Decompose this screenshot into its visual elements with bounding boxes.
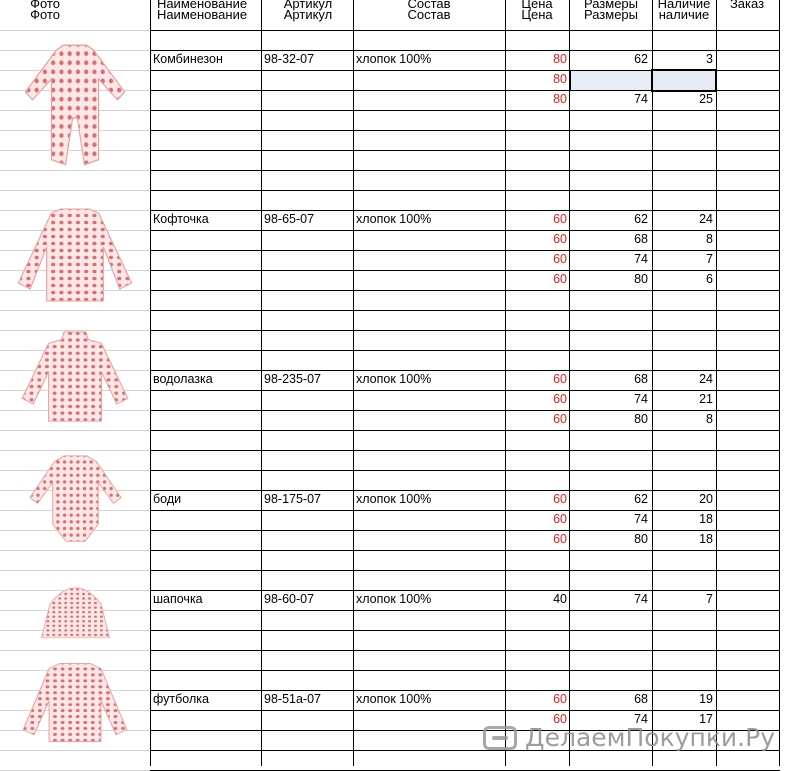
grid-row-line	[150, 670, 780, 671]
grid-row-line	[150, 30, 780, 31]
product-name-cell[interactable]: водолазка	[153, 372, 213, 386]
article-cell[interactable]: 98-235-07	[264, 372, 321, 386]
header-sizes-2: Размеры	[583, 7, 639, 22]
header-price-2: Цена	[521, 7, 553, 22]
price-cell[interactable]: 80	[553, 72, 567, 86]
stock-cell[interactable]: 17	[699, 712, 713, 726]
size-cell[interactable]: 68	[634, 372, 648, 386]
grid-row-line	[150, 290, 780, 291]
watermark	[483, 723, 775, 752]
stock-cell[interactable]: 7	[706, 592, 713, 606]
grid-row-line	[150, 350, 780, 351]
grid-col-line	[261, 0, 262, 766]
tshirt-photo	[21, 660, 129, 745]
product-name-cell[interactable]: шапочка	[153, 592, 203, 606]
size-cell[interactable]: 74	[634, 512, 648, 526]
price-cell[interactable]: 60	[553, 392, 567, 406]
composition-cell[interactable]: хлопок 100%	[356, 692, 432, 706]
size-cell[interactable]: 80	[634, 272, 648, 286]
price-cell[interactable]: 60	[553, 272, 567, 286]
header-article: Артикул	[283, 0, 333, 11]
grid-row-line	[150, 110, 780, 111]
header-photo-2: Фото	[30, 7, 60, 22]
header-photo: Фото	[30, 0, 60, 11]
grid-row-line	[150, 570, 780, 571]
price-cell[interactable]: 60	[553, 532, 567, 546]
stock-cell[interactable]	[654, 70, 713, 89]
size-cell[interactable]: 74	[634, 592, 648, 606]
price-cell[interactable]: 60	[553, 232, 567, 246]
header-name-2: Наименование	[156, 7, 248, 22]
size-cell[interactable]	[571, 70, 648, 89]
header-order: Заказ	[729, 0, 765, 11]
size-cell[interactable]: 80	[634, 532, 648, 546]
price-cell[interactable]: 60	[553, 412, 567, 426]
stock-cell[interactable]: 18	[699, 532, 713, 546]
stock-cell[interactable]: 6	[706, 272, 713, 286]
size-cell[interactable]: 74	[634, 712, 648, 726]
grid-row-line	[150, 430, 780, 431]
photo-column-line	[0, 650, 150, 651]
grid-row-line	[150, 650, 780, 651]
article-cell[interactable]: 98-175-07	[264, 492, 321, 506]
composition-cell[interactable]: хлопок 100%	[356, 52, 432, 66]
photo-column-line	[0, 570, 150, 571]
stock-cell[interactable]: 21	[699, 392, 713, 406]
stock-cell[interactable]: 3	[706, 52, 713, 66]
grid-row-line	[150, 310, 780, 311]
photo-column-line	[0, 190, 150, 191]
bodysuit-photo	[28, 452, 123, 547]
grid-col-line	[353, 0, 354, 766]
photo-column-line	[0, 310, 150, 311]
header-name: Наименование	[156, 0, 248, 11]
size-cell[interactable]: 68	[634, 692, 648, 706]
product-name-cell[interactable]: боди	[153, 492, 182, 506]
photo-column-line	[0, 750, 150, 751]
header-sizes: Размеры	[583, 0, 639, 11]
size-cell[interactable]: 74	[634, 92, 648, 106]
stock-cell[interactable]: 25	[699, 92, 713, 106]
grid-row-line	[150, 190, 780, 191]
grid-row-line	[150, 550, 780, 551]
stock-cell[interactable]: 24	[699, 372, 713, 386]
stock-cell[interactable]: 8	[706, 412, 713, 426]
size-cell[interactable]: 68	[634, 232, 648, 246]
watermark-text: ДелаемПокупки.Ру	[525, 723, 775, 752]
price-cell[interactable]: 60	[553, 372, 567, 386]
size-cell[interactable]: 80	[634, 412, 648, 426]
size-cell[interactable]: 74	[634, 252, 648, 266]
product-name-cell[interactable]: Комбинезон	[153, 52, 223, 66]
grid-row-line	[150, 470, 780, 471]
stock-cell[interactable]: 8	[706, 232, 713, 246]
romper-photo	[16, 40, 134, 170]
stock-cell[interactable]: 18	[699, 512, 713, 526]
grid-col-line	[150, 0, 151, 766]
price-cell[interactable]: 80	[553, 92, 567, 106]
header-article-2: Артикул	[283, 7, 333, 22]
grid-col-line	[716, 0, 717, 766]
price-cell[interactable]: 60	[553, 212, 567, 226]
size-cell[interactable]: 62	[634, 52, 648, 66]
grid-row-line	[150, 630, 780, 631]
price-cell[interactable]: 80	[553, 52, 567, 66]
stock-cell[interactable]: 20	[699, 492, 713, 506]
article-cell[interactable]: 98-65-07	[264, 212, 315, 226]
photo-column-line	[0, 170, 150, 171]
header-composition: Состав	[407, 0, 451, 11]
grid-row-line	[150, 450, 780, 451]
size-cell[interactable]: 62	[634, 212, 648, 226]
product-name-cell[interactable]: футболка	[153, 692, 209, 706]
grid-col-line	[569, 0, 570, 766]
shopping-bag-icon	[483, 726, 517, 750]
header-stock: Наличие	[657, 0, 711, 11]
turtleneck-photo	[20, 330, 130, 425]
price-cell[interactable]: 60	[553, 512, 567, 526]
grid-row-line	[150, 150, 780, 151]
photo-column-line	[0, 30, 150, 31]
product-name-cell[interactable]: Кофточка	[153, 212, 209, 226]
composition-cell[interactable]: хлопок 100%	[356, 592, 432, 606]
stock-cell[interactable]: 19	[699, 692, 713, 706]
price-cell[interactable]: 60	[553, 252, 567, 266]
price-cell[interactable]: 40	[553, 592, 567, 606]
article-cell[interactable]: 98-32-07	[264, 52, 315, 66]
photo-column-line	[0, 550, 150, 551]
photo-column-line	[0, 430, 150, 431]
grid-col-line	[505, 0, 506, 766]
composition-cell[interactable]: хлопок 100%	[356, 492, 432, 506]
price-cell[interactable]: 60	[553, 692, 567, 706]
composition-cell[interactable]: хлопок 100%	[356, 212, 432, 226]
cardigan-photo	[16, 205, 134, 305]
size-cell[interactable]: 74	[634, 392, 648, 406]
grid-col-line	[652, 0, 653, 766]
hat-photo	[33, 578, 118, 643]
header-composition-2: Состав	[407, 7, 451, 22]
stock-cell[interactable]: 7	[706, 252, 713, 266]
article-cell[interactable]: 98-51a-07	[264, 692, 321, 706]
size-cell[interactable]: 62	[634, 492, 648, 506]
photo-column-line	[0, 450, 150, 451]
grid-col-line	[779, 0, 780, 766]
price-cell[interactable]: 60	[553, 712, 567, 726]
composition-cell[interactable]: хлопок 100%	[356, 372, 432, 386]
header-price: Цена	[521, 0, 553, 11]
grid-row-line	[150, 610, 780, 611]
grid-row-line	[150, 130, 780, 131]
stock-cell[interactable]: 24	[699, 212, 713, 226]
grid-row-line	[150, 170, 780, 171]
price-cell[interactable]: 60	[553, 492, 567, 506]
header-stock-2: наличие	[658, 7, 710, 22]
article-cell[interactable]: 98-60-07	[264, 592, 315, 606]
grid-row-line	[150, 330, 780, 331]
